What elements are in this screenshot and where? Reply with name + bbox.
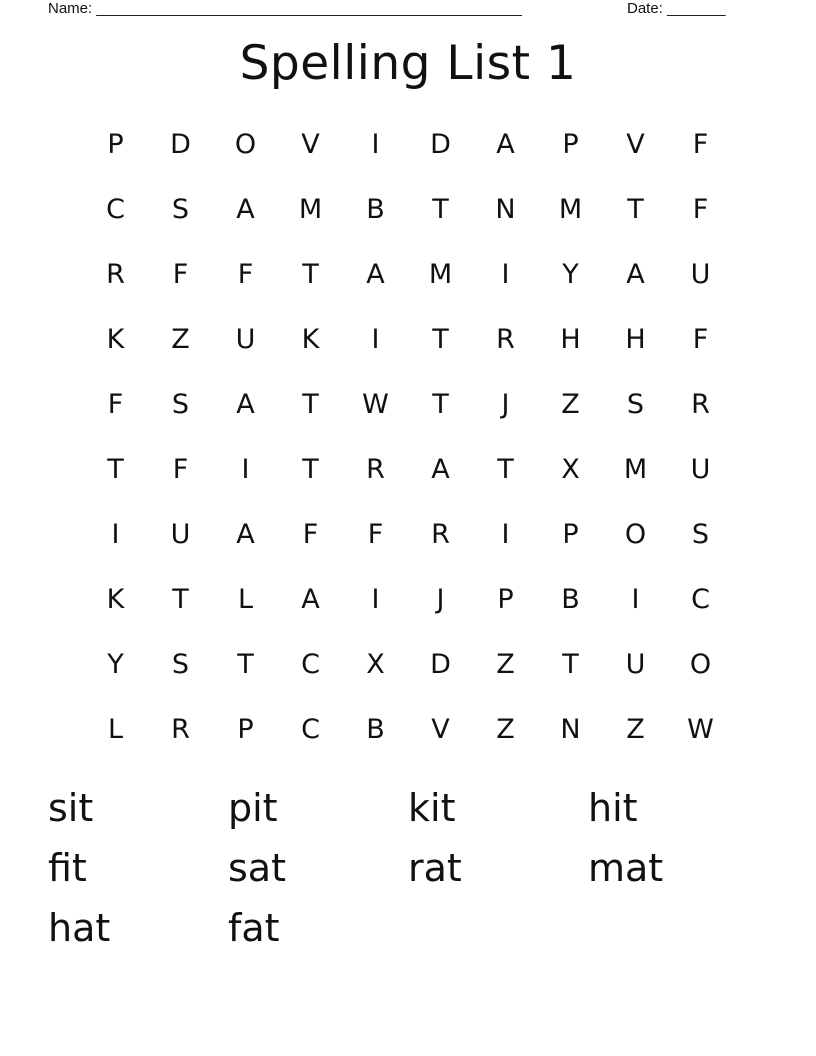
- grid-letter: W: [687, 714, 714, 745]
- word-list-item: sit: [48, 786, 94, 830]
- grid-row: [83, 632, 733, 697]
- word-list-item: sat: [228, 846, 286, 890]
- grid-letter: T: [432, 324, 449, 355]
- grid-letter: Z: [496, 714, 515, 745]
- grid-row: [83, 437, 733, 502]
- grid-letter: T: [432, 389, 449, 420]
- grid-letter: R: [431, 519, 450, 550]
- grid-letter: B: [366, 714, 385, 745]
- grid-letter: R: [691, 389, 710, 420]
- grid-letter: H: [625, 324, 646, 355]
- grid-letter: K: [106, 584, 125, 615]
- grid-letter: W: [362, 389, 389, 420]
- word-list-item: pit: [228, 786, 278, 830]
- grid-letter: M: [298, 194, 323, 225]
- word-list-item: fat: [228, 906, 280, 950]
- grid-letter: S: [171, 389, 190, 420]
- grid-letter: I: [371, 324, 380, 355]
- grid-letter: T: [107, 454, 124, 485]
- grid-letter: A: [431, 454, 450, 485]
- grid-letter: N: [560, 714, 581, 745]
- grid-letter: C: [301, 649, 320, 680]
- grid-letter: S: [171, 194, 190, 225]
- grid-letter: M: [428, 259, 453, 290]
- grid-letter: R: [366, 454, 385, 485]
- grid-letter: T: [302, 454, 319, 485]
- grid-letter: I: [501, 259, 510, 290]
- grid-letter: Z: [561, 389, 580, 420]
- grid-letter: R: [106, 259, 125, 290]
- word-list: [48, 778, 768, 958]
- grid-letter: F: [367, 519, 384, 550]
- grid-letter: F: [107, 389, 124, 420]
- grid-letter: P: [237, 714, 254, 745]
- grid-letter: P: [107, 129, 124, 160]
- grid-letter: O: [234, 129, 257, 160]
- grid-letter: S: [171, 649, 190, 680]
- grid-letter: F: [237, 259, 254, 290]
- grid-letter: Z: [496, 649, 515, 680]
- grid-letter: L: [237, 584, 254, 615]
- grid-letter: T: [432, 194, 449, 225]
- grid-letter: J: [436, 584, 445, 615]
- grid-letter: S: [691, 519, 710, 550]
- grid-letter: C: [691, 584, 710, 615]
- grid-letter: A: [236, 194, 255, 225]
- word-list-row: [48, 898, 768, 958]
- grid-letter: B: [561, 584, 580, 615]
- grid-letter: R: [496, 324, 515, 355]
- grid-letter: F: [692, 194, 709, 225]
- grid-letter: F: [172, 259, 189, 290]
- grid-letter: P: [497, 584, 514, 615]
- grid-row: [83, 372, 733, 437]
- grid-letter: U: [625, 649, 646, 680]
- grid-letter: V: [301, 129, 320, 160]
- grid-letter: K: [301, 324, 320, 355]
- word-list-row: [48, 778, 768, 838]
- grid-letter: T: [302, 259, 319, 290]
- word-search-grid: [83, 112, 733, 762]
- grid-letter: V: [626, 129, 645, 160]
- grid-letter: K: [106, 324, 125, 355]
- grid-letter: U: [690, 259, 711, 290]
- grid-letter: U: [235, 324, 256, 355]
- word-list-item: kit: [408, 786, 456, 830]
- grid-letter: J: [501, 389, 510, 420]
- grid-letter: T: [302, 389, 319, 420]
- grid-letter: T: [497, 454, 514, 485]
- grid-letter: P: [562, 519, 579, 550]
- grid-letter: O: [689, 649, 712, 680]
- grid-letter: I: [241, 454, 250, 485]
- word-list-item: hit: [588, 786, 638, 830]
- grid-letter: Y: [107, 649, 124, 680]
- grid-letter: X: [366, 649, 385, 680]
- grid-letter: V: [431, 714, 450, 745]
- grid-letter: O: [624, 519, 647, 550]
- grid-letter: A: [236, 389, 255, 420]
- grid-row: [83, 242, 733, 307]
- grid-letter: F: [692, 324, 709, 355]
- grid-row: [83, 177, 733, 242]
- grid-letter: S: [626, 389, 645, 420]
- grid-letter: I: [631, 584, 640, 615]
- grid-letter: F: [172, 454, 189, 485]
- grid-letter: R: [171, 714, 190, 745]
- page-title: Spelling List 1: [239, 36, 577, 91]
- grid-row: [83, 697, 733, 762]
- grid-letter: P: [562, 129, 579, 160]
- grid-letter: Y: [562, 259, 579, 290]
- word-list-item: rat: [408, 846, 462, 890]
- grid-letter: I: [501, 519, 510, 550]
- grid-letter: M: [558, 194, 583, 225]
- grid-letter: A: [236, 519, 255, 550]
- grid-letter: F: [302, 519, 319, 550]
- grid-row: [83, 502, 733, 567]
- grid-letter: T: [172, 584, 189, 615]
- grid-letter: L: [107, 714, 124, 745]
- grid-letter: C: [106, 194, 125, 225]
- grid-letter: C: [301, 714, 320, 745]
- word-list-item: hat: [48, 906, 111, 950]
- grid-letter: B: [366, 194, 385, 225]
- grid-letter: D: [430, 129, 451, 160]
- grid-letter: N: [495, 194, 516, 225]
- grid-letter: T: [237, 649, 254, 680]
- grid-letter: Z: [626, 714, 645, 745]
- grid-letter: U: [690, 454, 711, 485]
- grid-letter: H: [560, 324, 581, 355]
- grid-letter: T: [562, 649, 579, 680]
- grid-letter: I: [371, 584, 380, 615]
- grid-letter: I: [111, 519, 120, 550]
- grid-letter: M: [623, 454, 648, 485]
- grid-row: [83, 567, 733, 632]
- grid-letter: A: [496, 129, 515, 160]
- grid-letter: A: [366, 259, 385, 290]
- grid-letter: Z: [171, 324, 190, 355]
- grid-letter: F: [692, 129, 709, 160]
- grid-row: [83, 307, 733, 372]
- word-list-row: [48, 838, 768, 898]
- grid-letter: U: [170, 519, 191, 550]
- name-field-label: Name: ___________________________________________________: [48, 0, 522, 17]
- word-list-item: fit: [48, 846, 87, 890]
- grid-letter: I: [371, 129, 380, 160]
- word-list-item: mat: [588, 846, 664, 890]
- grid-letter: D: [170, 129, 191, 160]
- grid-letter: A: [626, 259, 645, 290]
- date-field-label: Date: _______: [627, 0, 726, 17]
- grid-letter: A: [301, 584, 320, 615]
- grid-letter: D: [430, 649, 451, 680]
- grid-row: [83, 112, 733, 177]
- grid-letter: T: [627, 194, 644, 225]
- grid-letter: X: [561, 454, 580, 485]
